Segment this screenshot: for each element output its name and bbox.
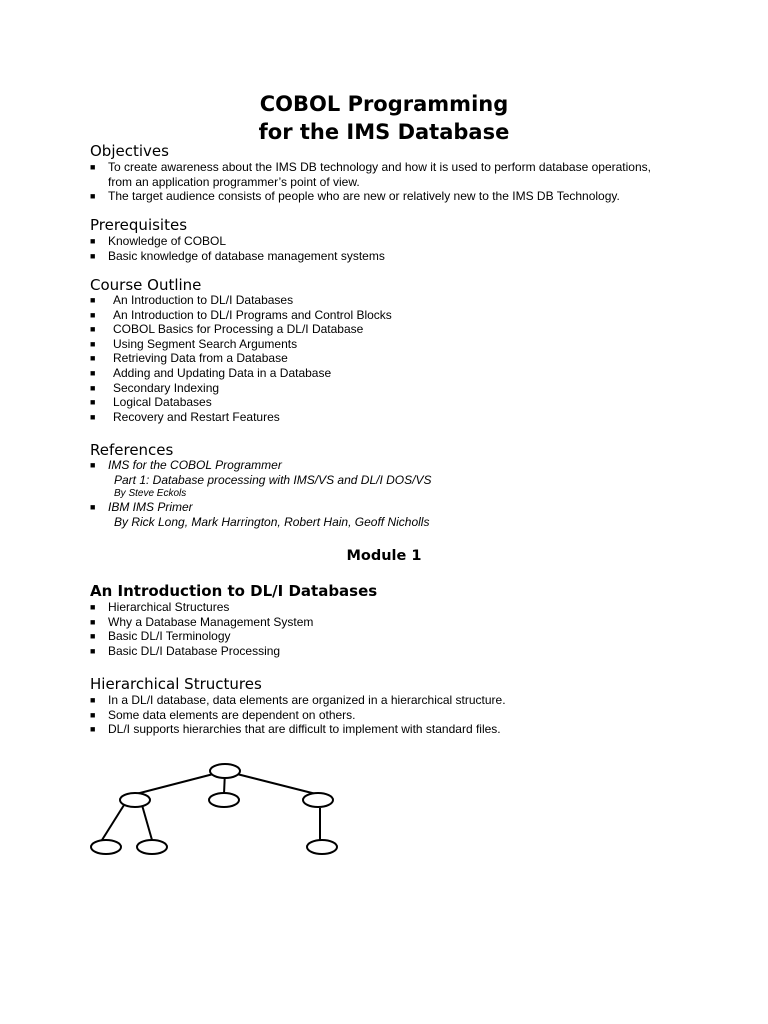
list-item-text: Using Segment Search Arguments [113, 336, 298, 351]
bullet-icon: ■ [90, 645, 96, 656]
hierarchy-tree-diagram [80, 752, 360, 862]
list-item-text: Some data elements are dependent on others. [108, 707, 356, 722]
references-list [90, 458, 431, 529]
bullet-icon: ■ [90, 367, 96, 378]
list-item [90, 160, 651, 189]
references-heading: References [90, 441, 174, 459]
list-item-text: Recovery and Restart Features [113, 409, 280, 424]
reference-subtitle: Part 1: Database processing with IMS/VS and DL/I DOS/VS [114, 472, 432, 487]
list-item [90, 381, 392, 396]
tree-node [120, 793, 150, 807]
bullet-icon: ■ [90, 382, 96, 393]
hierarchical-list [90, 693, 506, 737]
list-item [90, 366, 392, 381]
list-item-text: Hierarchical Structures [108, 600, 230, 614]
list-item [90, 500, 431, 529]
bullet-icon: ■ [90, 236, 96, 246]
list-item-text: Logical Databases [113, 395, 212, 410]
reference-subtitle: By Rick Long, Mark Harrington, Robert Hain, Geoff Nicholls [114, 514, 430, 529]
list-item-text: Retrieving Data from a Database [113, 351, 288, 366]
bullet-icon: ■ [90, 324, 96, 335]
list-item [90, 708, 506, 723]
tree-node [307, 840, 337, 854]
list-item [90, 249, 385, 264]
bullet-icon: ■ [90, 397, 96, 408]
list-item [90, 410, 392, 425]
bullet-icon: ■ [90, 411, 96, 422]
list-item [90, 308, 392, 323]
tree-node [137, 840, 167, 854]
bullet-icon: ■ [90, 709, 96, 720]
bullet-icon: ■ [90, 162, 96, 172]
list-item-text: An Introduction to DL/I Databases [113, 293, 294, 307]
list-item [90, 644, 313, 659]
bullet-icon: ■ [90, 353, 96, 364]
list-item [90, 234, 385, 249]
list-item [90, 293, 392, 308]
prerequisites-heading: Prerequisites [90, 216, 188, 234]
title-line-2: for the IMS Database [258, 120, 510, 144]
list-item [90, 629, 313, 644]
list-item-text: Basic DL/I Database Processing [108, 643, 281, 658]
list-item-text: DL/I supports hierarchies that are difficult to implement with standard files. [108, 722, 501, 737]
tree-node-root [210, 764, 240, 778]
list-item-text: Secondary Indexing [113, 380, 220, 395]
list-item [90, 322, 392, 337]
list-item [90, 337, 392, 352]
bullet-icon: ■ [90, 631, 96, 642]
list-item [90, 693, 506, 708]
list-item-text: Adding and Updating Data in a Database [113, 365, 332, 380]
bullet-icon: ■ [90, 460, 96, 470]
list-item-text: In a DL/I database, data elements are organized in a hierarchical structure. [108, 693, 506, 707]
objective-line: The target audience consists of people who are new or relatively new to the IMS DB Technology. [108, 189, 620, 204]
tree-node [209, 793, 239, 807]
intro-dli-list [90, 600, 313, 658]
bullet-icon: ■ [90, 695, 96, 705]
objective-line: from an application programmer’s point of view. [108, 174, 360, 189]
reference-title: IBM IMS Primer [108, 500, 193, 515]
course-outline-list [90, 293, 392, 424]
reference-title: IMS for the COBOL Programmer [108, 458, 282, 472]
objectives-heading: Objectives [90, 142, 169, 160]
list-item [90, 351, 392, 366]
objectives-list [90, 160, 651, 204]
bullet-icon: ■ [90, 502, 96, 513]
hierarchical-heading: Hierarchical Structures [90, 675, 262, 693]
reference-author: By Steve Eckols [114, 488, 187, 500]
bullet-icon: ■ [90, 724, 96, 735]
list-item [90, 600, 313, 615]
tree-edge [102, 805, 124, 840]
list-item-text: COBOL Basics for Processing a DL/I Database [113, 322, 364, 337]
list-item-text: Knowledge of COBOL [108, 234, 227, 248]
document-title [0, 90, 768, 146]
bullet-icon: ■ [90, 250, 96, 261]
list-item-text: Why a Database Management System [108, 614, 314, 629]
bullet-icon: ■ [90, 191, 96, 202]
list-item [90, 722, 506, 737]
bullet-icon: ■ [90, 602, 96, 612]
list-item [90, 189, 651, 204]
course-outline-heading: Course Outline [90, 276, 202, 294]
bullet-icon: ■ [90, 338, 96, 349]
bullet-icon: ■ [90, 616, 96, 627]
list-item-text: Basic DL/I Terminology [108, 629, 231, 644]
prerequisites-list [90, 234, 385, 263]
list-item-text: Basic knowledge of database management systems [108, 248, 385, 263]
bullet-icon: ■ [90, 309, 96, 320]
tree-edge [142, 805, 152, 840]
tree-node [91, 840, 121, 854]
objective-line: To create awareness about the IMS DB technology and how it is used to perform database operations, [108, 160, 651, 174]
list-item [90, 615, 313, 630]
list-item-text: An Introduction to DL/I Programs and Control Blocks [113, 307, 392, 322]
list-item [90, 395, 392, 410]
module-heading: Module 1 [346, 548, 422, 564]
intro-dli-heading: An Introduction to DL/I Databases [90, 582, 378, 600]
tree-node [303, 793, 333, 807]
list-item [90, 458, 431, 500]
bullet-icon: ■ [90, 295, 96, 305]
title-line-1: COBOL Programming [259, 92, 509, 116]
